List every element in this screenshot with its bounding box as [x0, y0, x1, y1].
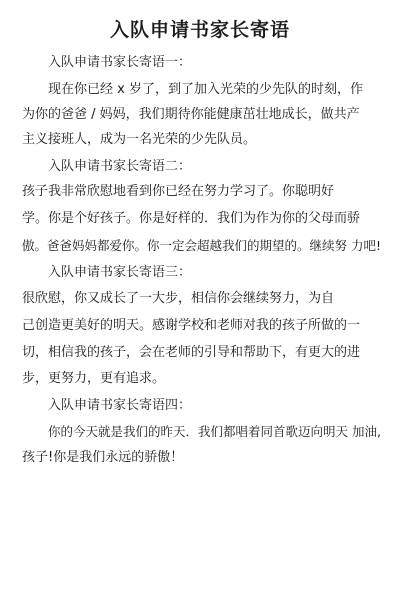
section-heading-1: 入队申请书家长寄语一： — [48, 55, 192, 70]
paragraph-line: 学。你是个好孩子。你是好样的．我们为作为你的父母而骄 — [22, 211, 361, 226]
paragraph-line: 你的今天就是我们的昨天．我们都唱着同首歌迈向明天 加油, — [48, 424, 381, 439]
paragraph-line: 很欣慰，你又成长了一大步，相信你会继续努力，为自 — [22, 291, 335, 306]
paragraph-line: 为你的爸爸 / 妈妈，我们期待你能健康茁壮地成长，做共产 — [22, 107, 360, 122]
section-heading-2: 入队申请书家长寄语二： — [48, 159, 192, 174]
paragraph-line: 现在你已经 x 岁了，到了加入光荣的少先队的时刻，作 — [48, 82, 363, 97]
paragraph-line: 孩子我非常欣慰地看到你已经在努力学习了。你聪明好 — [22, 184, 335, 199]
paragraph-line: 孩子!你是我们永远的骄傲！ — [22, 450, 184, 465]
paragraph-line: 己创造更美好的明天。感谢学校和老师对我的孩子所做的一 — [22, 318, 361, 333]
paragraph-line: 切，相信我的孩子，会在老师的引导和帮助下，有更大的进 — [22, 345, 361, 360]
paragraph-line: 傲。爸爸妈妈都爱你。你一定会超越我们的期望的。继续努 力吧! — [22, 238, 381, 253]
paragraph-line: 步，更努力，更有追求。 — [22, 371, 166, 386]
document-title: 入队申请书家长寄语 — [109, 19, 290, 41]
section-heading-4: 入队申请书家长寄语四： — [48, 398, 192, 413]
paragraph-line: 主义接班人，成为一名光荣的少先队员。 — [22, 132, 257, 147]
section-heading-3: 入队申请书家长寄语三： — [48, 265, 192, 280]
